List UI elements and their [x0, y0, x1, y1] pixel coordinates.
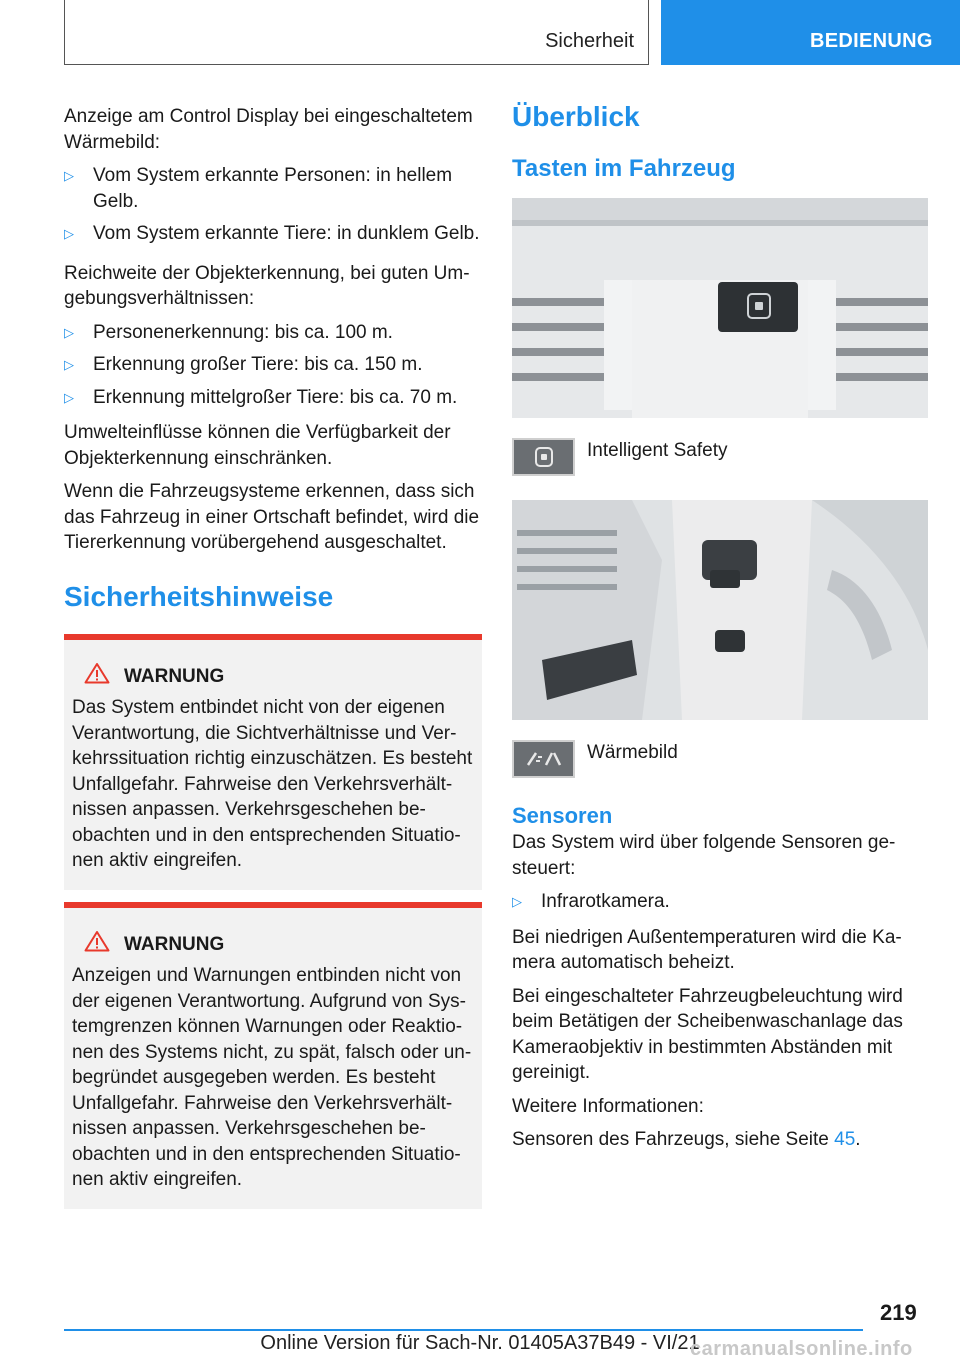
key-label: Wärmebild — [587, 742, 678, 763]
list-item: ▷ Infrarotkamera. — [512, 889, 928, 915]
key-heat-image — [512, 740, 928, 778]
page-number: 219 — [880, 1300, 917, 1325]
intelligent-safety-button-icon — [512, 438, 575, 476]
header-section-title: Sicherheit — [545, 30, 634, 52]
header-section-tab — [64, 0, 649, 65]
bullet-triangle-icon: ▷ — [512, 894, 522, 909]
online-version-text: Online Version für Sach-Nr. 01405A37B49 - VI/21 — [260, 1332, 700, 1354]
range-list — [64, 320, 482, 411]
header-chapter-title: BEDIENUNG — [810, 30, 933, 52]
warning-text: Das System entbindet nicht von der eigenen Verantwortung, die Sichtverhältnisse und Verkehrssituation richtig einzuschätzen. Es besteht Unfallgefahr. Fahrweise den Verkehrsverhältnissen anpassen. Verkehrsgeschehen beobachten und in den entsprechenden Situationen aktiv eingreifen. — [72, 697, 473, 871]
warning-triangle-icon — [84, 662, 110, 692]
bullet-triangle-icon: ▷ — [64, 324, 74, 340]
town-text: Wenn die Fahrzeugsysteme erkennen, dass sich das Fahrzeug in einer Ortschaft befindet, wird die Tiererkennung vorübergehend ausgeschaltet. — [64, 481, 480, 553]
warning-title: WARNUNG — [124, 665, 225, 687]
left-column — [64, 104, 482, 1209]
bullet-triangle-icon: ▷ — [64, 168, 74, 183]
warning-text: Anzeigen und Warnungen entbinden nicht von der eigenen Verantwortung. Aufgrund von Systemgrenzen können Warnungen oder Reaktionen des Systems nicht, zu spät, falsch oder unbegründet ausgegeben werden. Es besteht Unfallgefahr. Fahrweise den Verkehrsverhältnissen anpassen. Verkehrsgeschehen beobachten und in den entsprechenden Situationen aktiv eingreifen. — [72, 965, 472, 1190]
range-intro: Reichweite der Objekterkennung, bei guten Umgebungsverhältnissen: — [64, 262, 470, 309]
heat-text: Bei niedrigen Außentemperaturen wird die Kamera automatisch beheizt. — [512, 926, 902, 973]
list-item: ▷ Vom System erkannte Tiere: in dunklem Gelb. — [64, 221, 482, 247]
bullet-triangle-icon: ▷ — [64, 389, 74, 405]
watermark: carmanualsonline.info — [690, 1338, 913, 1360]
list-item: ▷ Vom System erkannte Personen: in hellem Gelb. — [64, 165, 453, 212]
heat-image-button-icon — [512, 740, 575, 778]
key-intelligent-safety — [512, 438, 928, 476]
steering-column-photo — [512, 500, 928, 720]
warning-box — [64, 902, 482, 1209]
display-list — [64, 163, 482, 247]
list-item: ▷ Personenerkennung: bis ca. 100 m. — [64, 320, 482, 346]
keys-subheading: Tasten im Fahrzeug — [512, 155, 736, 182]
bullet-triangle-icon: ▷ — [64, 357, 74, 372]
overview-heading: Überblick — [512, 101, 640, 132]
warning-box — [64, 634, 482, 890]
sensor-reference: Sensoren des Fahrzeugs, siehe Seite 45. — [512, 1129, 861, 1150]
safety-heading: Sicherheitshinweise — [64, 580, 334, 612]
clean-text: Bei eingeschalteter Fahrzeugbeleuchtung wird beim Betätigen der Scheibenwaschanlage das Kameraobjektiv in bestimmten Abständen mit gereinigt. — [512, 985, 903, 1083]
sensor-list — [512, 889, 928, 915]
more-info-label: Weitere Informationen: — [512, 1095, 704, 1117]
footer-divider — [64, 1329, 863, 1331]
dashboard-buttons-photo — [512, 198, 928, 418]
page-link[interactable]: 45 — [834, 1129, 856, 1150]
list-item: ▷ Erkennung mittelgroßer Tiere: bis ca. 70 m. — [64, 385, 482, 411]
environment-text: Umwelteinflüsse können die Verfügbarkeit der Objekterkennung einschränken. — [64, 422, 451, 469]
right-column — [512, 100, 928, 1161]
key-label: Intelligent Safety — [587, 440, 728, 461]
sensors-heading: Sensoren — [512, 803, 613, 828]
bullet-triangle-icon: ▷ — [64, 226, 74, 241]
warning-triangle-icon — [84, 930, 110, 960]
list-item: ▷ Erkennung großer Tiere: bis ca. 150 m. — [64, 352, 482, 378]
intro-text: Anzeige am Control Display bei eingeschaltetem Wärmebild: — [64, 106, 473, 153]
sensors-intro: Das System wird über folgende Sensoren gesteuert: — [512, 832, 896, 879]
warning-title: WARNUNG — [124, 933, 225, 955]
